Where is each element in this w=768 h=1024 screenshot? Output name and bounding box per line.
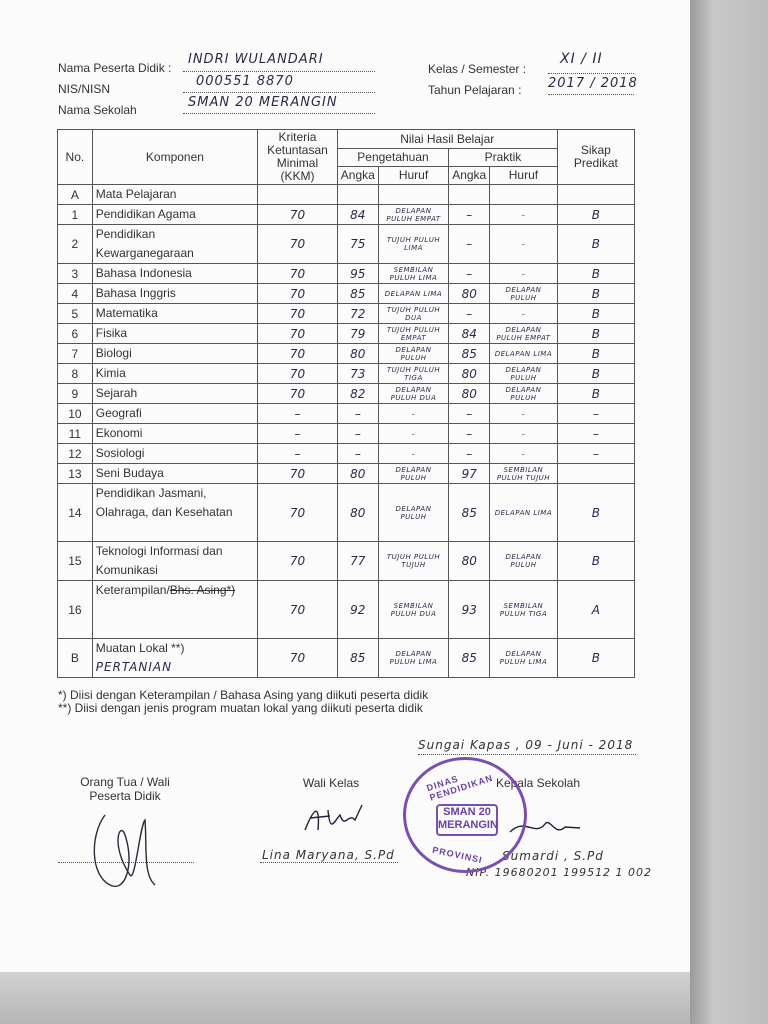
cell-komponen (92, 344, 257, 364)
table-row (58, 344, 635, 364)
komponen-label: Ekonomi (95, 426, 143, 440)
cell-no: 10 (58, 404, 93, 424)
cell-angka-pengetahuan: – (337, 424, 378, 444)
cell-predikat: B (557, 264, 634, 284)
cell-huruf-pengetahuan: TUJUH PULUH TIGA (378, 364, 448, 384)
cell-huruf-pengetahuan: DELAPAN PULUH EMPAT (378, 205, 448, 225)
cell-predikat: B (557, 284, 634, 304)
class-label: Kelas / Semester : (428, 62, 527, 76)
cell-angka-praktik: – (449, 205, 490, 225)
school-dotline (183, 113, 375, 114)
cell-huruf-pengetahuan: TUJUH PULUH EMPAT (378, 324, 448, 344)
class-value: XI / II (560, 51, 603, 67)
cell-predikat: B (557, 304, 634, 324)
cell-kkm: 70 (258, 464, 338, 484)
komponen-label: Mata Pelajaran (95, 187, 177, 201)
cell-angka-praktik: 84 (449, 324, 490, 344)
cell-no: 7 (58, 344, 93, 364)
cell-no: 1 (58, 205, 93, 225)
cell-komponen (92, 542, 257, 581)
cell-huruf-pengetahuan: – (378, 404, 448, 424)
cell-komponen (92, 639, 257, 678)
cell-huruf-praktik: DELAPAN LIMA (490, 484, 557, 542)
cell-komponen (92, 304, 257, 324)
cell-angka-praktik: 97 (449, 464, 490, 484)
cell-angka-praktik: 80 (449, 384, 490, 404)
cell-huruf-pengetahuan (378, 185, 448, 205)
school-label: Nama Sekolah (58, 103, 137, 117)
cell-kkm: – (258, 444, 338, 464)
parent-signature-icon (85, 805, 165, 895)
cell-angka-pengetahuan (337, 185, 378, 205)
principal-label: Kepala Sekolah (495, 776, 581, 790)
cell-kkm: 70 (258, 542, 338, 581)
table-row (58, 284, 635, 304)
cell-no: 5 (58, 304, 93, 324)
cell-angka-pengetahuan: – (337, 444, 378, 464)
komponen-label: Keterampilan/ (95, 583, 170, 597)
cell-huruf-pengetahuan: DELAPAN PULUH (378, 484, 448, 542)
cell-predikat: B (557, 484, 634, 542)
cell-huruf-praktik: DELAPAN PULUH (490, 384, 557, 404)
cell-huruf-pengetahuan: TUJUH PULUH LIMA (378, 225, 448, 264)
stamp-center-line2: MERANGIN (438, 819, 498, 831)
cell-no: 14 (58, 484, 93, 542)
cell-komponen (92, 464, 257, 484)
cell-angka-praktik: 80 (449, 542, 490, 581)
komponen-label: Fisika (95, 326, 128, 340)
cell-angka-pengetahuan: 79 (337, 324, 378, 344)
cell-huruf-praktik: – (490, 424, 557, 444)
table-row (58, 464, 635, 484)
cell-angka-pengetahuan: 80 (337, 464, 378, 484)
cell-huruf-praktik: – (490, 404, 557, 424)
cell-kkm: 70 (258, 324, 338, 344)
cell-kkm: 70 (258, 205, 338, 225)
komponen-label: Pendidikan Jasmani, Olahraga, dan Kesehatan (95, 486, 233, 519)
cell-huruf-praktik: – (490, 205, 557, 225)
cell-angka-pengetahuan: 85 (337, 284, 378, 304)
cell-angka-pengetahuan: 85 (337, 639, 378, 678)
cell-kkm: 70 (258, 364, 338, 384)
table-row (58, 404, 635, 424)
stamp-center-line1: SMAN 20 (443, 806, 491, 818)
homeroom-sign-line (260, 862, 398, 863)
cell-kkm: 70 (258, 284, 338, 304)
cell-angka-praktik: – (449, 424, 490, 444)
principal-name: Sumardi , S.Pd (502, 849, 604, 863)
cell-angka-pengetahuan: 72 (337, 304, 378, 324)
school-stamp (403, 757, 527, 873)
komponen-label: Bahasa Indonesia (95, 266, 192, 280)
header-praktik: Praktik (449, 149, 557, 167)
cell-komponen (92, 284, 257, 304)
stamp-ring-text: DINAS PENDIDIKAN (425, 772, 495, 803)
cell-kkm: 70 (258, 344, 338, 364)
table-row (58, 639, 635, 678)
cell-no: 11 (58, 424, 93, 444)
table-row (58, 542, 635, 581)
header-kkm: Kriteria Ketuntasan Minimal (KKM) (258, 130, 338, 185)
cell-komponen (92, 484, 257, 542)
cell-kkm: 70 (258, 225, 338, 264)
class-dotline (548, 73, 634, 74)
cell-huruf-praktik: – (490, 225, 557, 264)
cell-predikat: – (557, 444, 634, 464)
cell-no: 15 (58, 542, 93, 581)
cell-huruf-pengetahuan: TUJUH PULUH TUJUH (378, 542, 448, 581)
cell-huruf-pengetahuan: DELAPAN PULUH (378, 344, 448, 364)
cell-angka-pengetahuan: 75 (337, 225, 378, 264)
komponen-struck-label: Bhs. Asing*) (169, 583, 236, 597)
cell-predikat: A (557, 581, 634, 639)
header-no: No. (58, 130, 93, 185)
cell-komponen (92, 444, 257, 464)
komponen-label: Pendidikan Agama (95, 207, 196, 221)
cell-predikat: – (557, 404, 634, 424)
cell-predikat: B (557, 639, 634, 678)
cell-predikat (557, 185, 634, 205)
cell-komponen (92, 384, 257, 404)
cell-kkm: 70 (258, 639, 338, 678)
year-value: 2017 / 2018 (548, 76, 638, 91)
cell-huruf-praktik: DELAPAN PULUH EMPAT (490, 324, 557, 344)
table-row (58, 264, 635, 284)
cell-no: 13 (58, 464, 93, 484)
homeroom-signature-icon (300, 800, 370, 840)
cell-angka-praktik: 85 (449, 344, 490, 364)
cell-kkm: 70 (258, 484, 338, 542)
header-angka-pengetahuan: Angka (337, 167, 378, 185)
komponen-handwritten: PERTANIAN (95, 660, 173, 674)
cell-predikat: B (557, 384, 634, 404)
year-dotline (548, 94, 634, 95)
table-row (58, 324, 635, 344)
table-row (58, 581, 635, 639)
header-angka-praktik: Angka (449, 167, 490, 185)
cell-angka-pengetahuan: 84 (337, 205, 378, 225)
komponen-label: Kimia (95, 366, 126, 380)
cell-predikat: B (557, 364, 634, 384)
header-huruf-praktik: Huruf (490, 167, 557, 185)
stamp-ring-bottom: PROVINSI (431, 844, 484, 866)
year-label: Tahun Pelajaran : (428, 83, 522, 97)
cell-no: 2 (58, 225, 93, 264)
cell-angka-praktik (449, 185, 490, 205)
cell-huruf-praktik: – (490, 264, 557, 284)
table-row (58, 225, 635, 264)
cell-huruf-pengetahuan: DELAPAN PULUH DUA (378, 384, 448, 404)
table-row (58, 484, 635, 542)
grade-table-body (58, 185, 635, 678)
cell-komponen (92, 205, 257, 225)
komponen-label: Bahasa Inggris (95, 286, 176, 300)
name-dotline (183, 71, 375, 72)
cell-huruf-praktik: DELAPAN PULUH (490, 284, 557, 304)
cell-komponen (92, 581, 257, 639)
cell-huruf-pengetahuan: SEMBILAN PULUH LIMA (378, 264, 448, 284)
page-edge (690, 0, 768, 1024)
cell-huruf-praktik: DELAPAN PULUH (490, 364, 557, 384)
komponen-label: Biologi (95, 346, 132, 360)
cell-no: 3 (58, 264, 93, 284)
cell-huruf-pengetahuan: DELAPAN LIMA (378, 284, 448, 304)
cell-angka-praktik: – (449, 304, 490, 324)
cell-angka-praktik: – (449, 444, 490, 464)
cell-komponen (92, 264, 257, 284)
name-label: Nama Peserta Didik : (58, 61, 172, 75)
cell-kkm (258, 185, 338, 205)
cell-no: 4 (58, 284, 93, 304)
cell-angka-praktik: – (449, 264, 490, 284)
komponen-label: Seni Budaya (95, 466, 164, 480)
header-pengetahuan: Pengetahuan (337, 149, 448, 167)
table-row (58, 424, 635, 444)
komponen-label: Matematika (95, 306, 158, 320)
cell-huruf-praktik: – (490, 304, 557, 324)
cell-predikat (557, 464, 634, 484)
komponen-label: Sosiologi (95, 446, 145, 460)
scan-bottom (0, 972, 690, 1024)
grade-table (57, 129, 635, 678)
cell-komponen (92, 424, 257, 444)
cell-no: 12 (58, 444, 93, 464)
name-value: INDRI WULANDARI (188, 52, 324, 67)
cell-huruf-praktik: DELAPAN PULUH (490, 542, 557, 581)
cell-predikat: – (557, 424, 634, 444)
stamp-center (436, 804, 498, 836)
cell-huruf-praktik: DELAPAN LIMA (490, 344, 557, 364)
cell-no: 16 (58, 581, 93, 639)
footnote-2: **) Diisi dengan jenis program muatan lokal yang diikuti peserta didik (58, 701, 423, 715)
cell-angka-pengetahuan: 80 (337, 344, 378, 364)
header-huruf-pengetahuan: Huruf (378, 167, 448, 185)
cell-no: 6 (58, 324, 93, 344)
cell-predikat: B (557, 344, 634, 364)
cell-angka-praktik: 80 (449, 364, 490, 384)
cell-kkm: – (258, 404, 338, 424)
komponen-label: Pendidikan Kewarganegaraan (95, 227, 194, 260)
cell-no: B (58, 639, 93, 678)
cell-kkm: 70 (258, 304, 338, 324)
cell-predikat: B (557, 225, 634, 264)
cell-komponen (92, 225, 257, 264)
cell-huruf-pengetahuan: – (378, 444, 448, 464)
cell-predikat: B (557, 324, 634, 344)
cell-angka-pengetahuan: 77 (337, 542, 378, 581)
cell-kkm: 70 (258, 384, 338, 404)
nis-value: 000551 8870 (196, 74, 294, 89)
cell-angka-pengetahuan: 92 (337, 581, 378, 639)
cell-predikat: B (557, 542, 634, 581)
cell-angka-praktik: 93 (449, 581, 490, 639)
cell-angka-pengetahuan: 80 (337, 484, 378, 542)
cell-huruf-praktik: SEMBILAN PULUH TUJUH (490, 464, 557, 484)
cell-angka-pengetahuan: 95 (337, 264, 378, 284)
cell-kkm: 70 (258, 581, 338, 639)
cell-huruf-pengetahuan: – (378, 424, 448, 444)
header-nilai: Nilai Hasil Belajar (337, 130, 557, 149)
table-row (58, 185, 635, 205)
cell-angka-praktik: – (449, 225, 490, 264)
cell-angka-pengetahuan: – (337, 404, 378, 424)
cell-komponen (92, 404, 257, 424)
cell-huruf-pengetahuan: DELAPAN PULUH (378, 464, 448, 484)
cell-no: 8 (58, 364, 93, 384)
cell-angka-praktik: 80 (449, 284, 490, 304)
table-row (58, 205, 635, 225)
header-komponen: Komponen (92, 130, 257, 185)
cell-angka-praktik: 85 (449, 484, 490, 542)
principal-nip: NIP. 19680201 199512 1 002 (466, 866, 653, 879)
cell-angka-pengetahuan: 73 (337, 364, 378, 384)
cell-huruf-praktik (490, 185, 557, 205)
cell-huruf-pengetahuan: SEMBILAN PULUH DUA (378, 581, 448, 639)
table-row (58, 384, 635, 404)
cell-no: 9 (58, 384, 93, 404)
cell-no: A (58, 185, 93, 205)
table-row (58, 444, 635, 464)
komponen-label: Geografi (95, 406, 142, 420)
komponen-label: Muatan Lokal **) (95, 641, 185, 655)
cell-komponen (92, 324, 257, 344)
cell-huruf-pengetahuan: TUJUH PULUH DUA (378, 304, 448, 324)
parent-label: Orang Tua / Wali Peserta Didik (80, 775, 170, 803)
place-date-dotline (418, 754, 636, 755)
cell-huruf-praktik: DELAPAN PULUH LIMA (490, 639, 557, 678)
table-row (58, 364, 635, 384)
homeroom-label: Wali Kelas (302, 776, 360, 790)
nis-dotline (183, 92, 375, 93)
footnote-1: *) Diisi dengan Keterampilan / Bahasa Asing yang diikuti peserta didik (58, 688, 429, 702)
header-sikap: Sikap Predikat (557, 130, 634, 185)
cell-angka-praktik: – (449, 404, 490, 424)
cell-komponen (92, 185, 257, 205)
komponen-label: Sejarah (95, 386, 138, 400)
cell-predikat: B (557, 205, 634, 225)
table-row (58, 304, 635, 324)
cell-angka-pengetahuan: 82 (337, 384, 378, 404)
place-date: Sungai Kapas , 09 - Juni - 2018 (418, 738, 634, 752)
school-value: SMAN 20 MERANGIN (188, 95, 338, 110)
homeroom-name: Lina Maryana, S.Pd (262, 848, 395, 862)
cell-angka-praktik: 85 (449, 639, 490, 678)
cell-huruf-pengetahuan: DELAPAN PULUH LIMA (378, 639, 448, 678)
nis-label: NIS/NISN (58, 82, 111, 96)
cell-komponen (92, 364, 257, 384)
komponen-label: Teknologi Informasi dan Komunikasi (95, 544, 223, 577)
cell-huruf-praktik: – (490, 444, 557, 464)
cell-huruf-praktik: SEMBILAN PULUH TIGA (490, 581, 557, 639)
cell-kkm: 70 (258, 264, 338, 284)
cell-kkm: – (258, 424, 338, 444)
